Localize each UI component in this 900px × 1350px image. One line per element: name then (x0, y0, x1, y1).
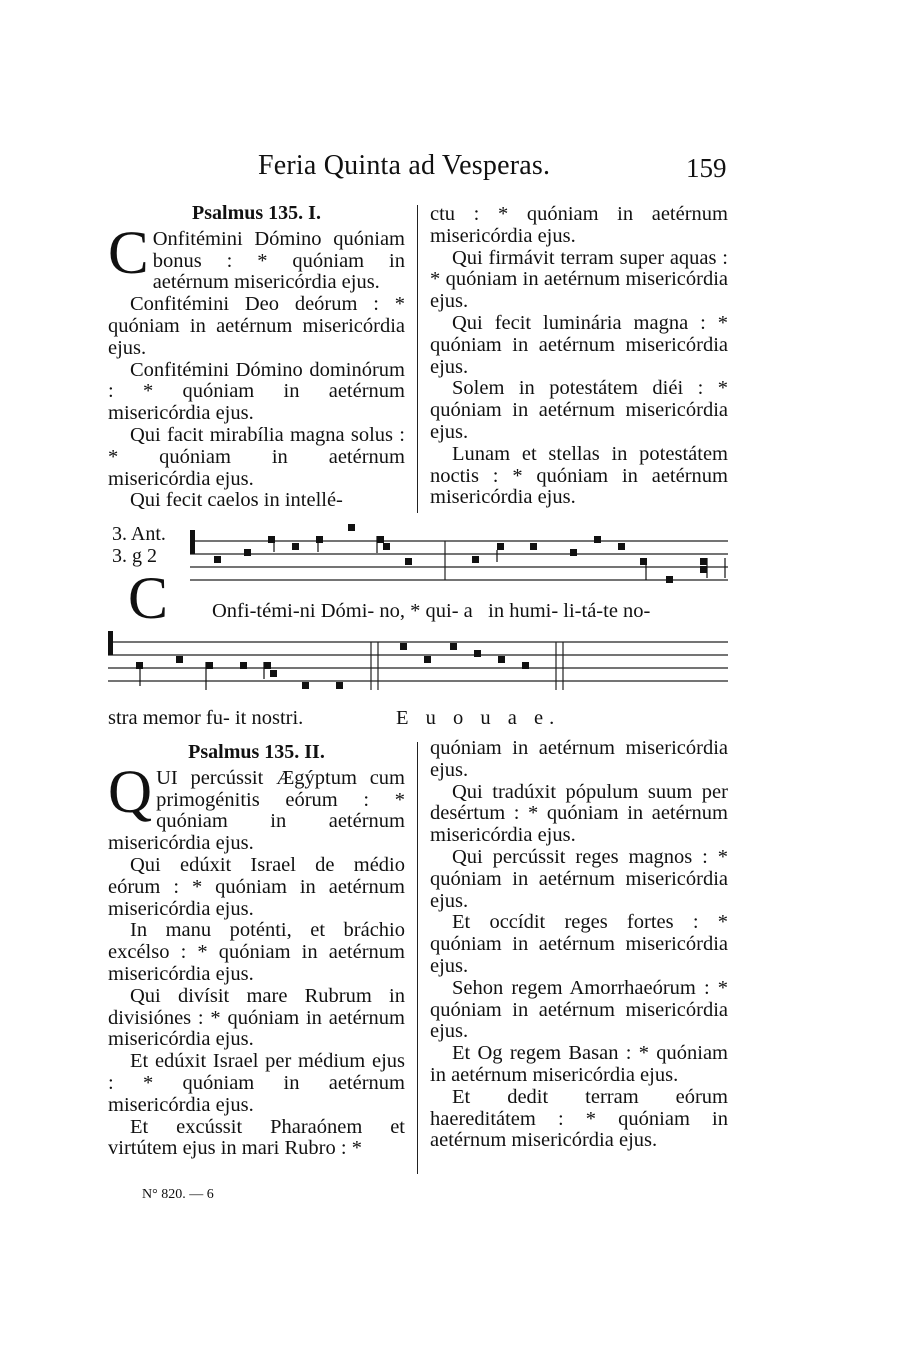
psalm2-title: Psalmus 135. II. (188, 741, 325, 763)
verse: Qui tradúxit pópulum suum per desértum : * quóniam in aetérnum misericórdia ejus. (430, 780, 728, 847)
verse: Qui facit mirabília magna solus : * quóniam in aetérnum misericórdia ejus. (108, 423, 405, 490)
page-title: Feria Quinta ad Vesperas. (258, 150, 551, 181)
verse: Confitémini Deo deórum : * quóniam in aetérnum misericórdia ejus. (108, 293, 405, 359)
verse: Qui fecit caelos in intellé- (130, 489, 343, 512)
verse: Et Og regem Basan : * quóniam in aetérnum misericórdia ejus. (430, 1042, 728, 1086)
staff-1-lines (190, 541, 728, 580)
antiphon-dropcap: C (128, 565, 169, 631)
psalm2-first-verse-text: UI percússit Ægýptum cum primogénitis eórum : * quóniam in aetérnum misericórdia ejus. (108, 766, 405, 855)
verse: Et edúxit Israel per médium ejus : * quóniam in aetérnum misericórdia ejus. (108, 1050, 405, 1116)
verse: Solem in potestátem diéi : * quóniam in aetérnum misericórdia ejus. (430, 377, 728, 443)
psalm2-left-column (108, 742, 405, 1160)
verse: Qui fecit luminária magna : * quóniam in aetérnum misericórdia ejus. (430, 311, 728, 378)
verse: Lunam et stellas in potestátem noctis : * quóniam in aetérnum misericórdia ejus. (430, 442, 728, 509)
verse: In manu poténti, et bráchio excélso : * quóniam in aetérnum misericórdia ejus. (108, 919, 405, 985)
psalm1-title: Psalmus 135. I. (192, 202, 321, 224)
verse: Et excússit Pharaónem et virtútem ejus in mari Rubro : * (108, 1115, 405, 1160)
column-divider (417, 742, 418, 1174)
psalm1-dropcap: C (108, 219, 149, 287)
page-number: 159 (686, 153, 727, 183)
verse: Sehon regem Amorrhaeórum : * quóniam in aetérnum misericórdia ejus. (430, 976, 728, 1043)
verse: Et occídit reges fortes : * quóniam in aetérnum misericórdia ejus. (430, 911, 728, 977)
psalm2-right-column (430, 738, 728, 1152)
verse: Confitémini Dómino dominórum : * quóniam in aetérnum misericórdia ejus. (108, 358, 405, 425)
verse-continuation: ctu : * quóniam in aetérnum misericórdia ejus. (430, 203, 728, 247)
verse: Qui edúxit Israel de médio eórum : * quóniam in aetérnum misericórdia ejus. (108, 853, 405, 920)
verse: Qui divísit mare Rubrum in divisiónes : * quóniam in aetérnum misericórdia ejus. (108, 984, 405, 1051)
antiphon-lyrics-line-2: stra memor fu- it nostri. (108, 707, 304, 729)
clef (108, 530, 195, 655)
psalm2-first-verse (108, 758, 405, 855)
printer-signature: N° 820. — 6 (142, 1187, 214, 1202)
psalm1-first-verse-text: Onfitémini Dómino quóniam bonus : * quóniam in aetérnum misericórdia ejus. (152, 227, 405, 294)
staff-2-lines (108, 642, 728, 681)
antiphon-mode: 3. g 2 (112, 545, 157, 567)
verse: Qui percússit reges magnos : * quóniam in aetérnum misericórdia ejus. (430, 845, 728, 912)
verse: Qui firmávit terram super aquas : * quóniam in aetérnum misericórdia ejus. (430, 246, 728, 313)
verse-continuation: quóniam in aetérnum misericórdia ejus. (430, 737, 728, 781)
antiphon-lyrics-line-1: Onfi-témi-ni Dómi- no, * qui- a in humi- li-tá-te no- (212, 600, 651, 622)
antiphon-number: 3. Ant. (112, 523, 166, 545)
antiphon-euouae: E u o u a e. (396, 707, 561, 729)
psalm2-dropcap: Q (108, 758, 153, 826)
verse: Et dedit terram eórum haereditátem : * quóniam in aetérnum misericórdia ejus. (430, 1085, 728, 1152)
